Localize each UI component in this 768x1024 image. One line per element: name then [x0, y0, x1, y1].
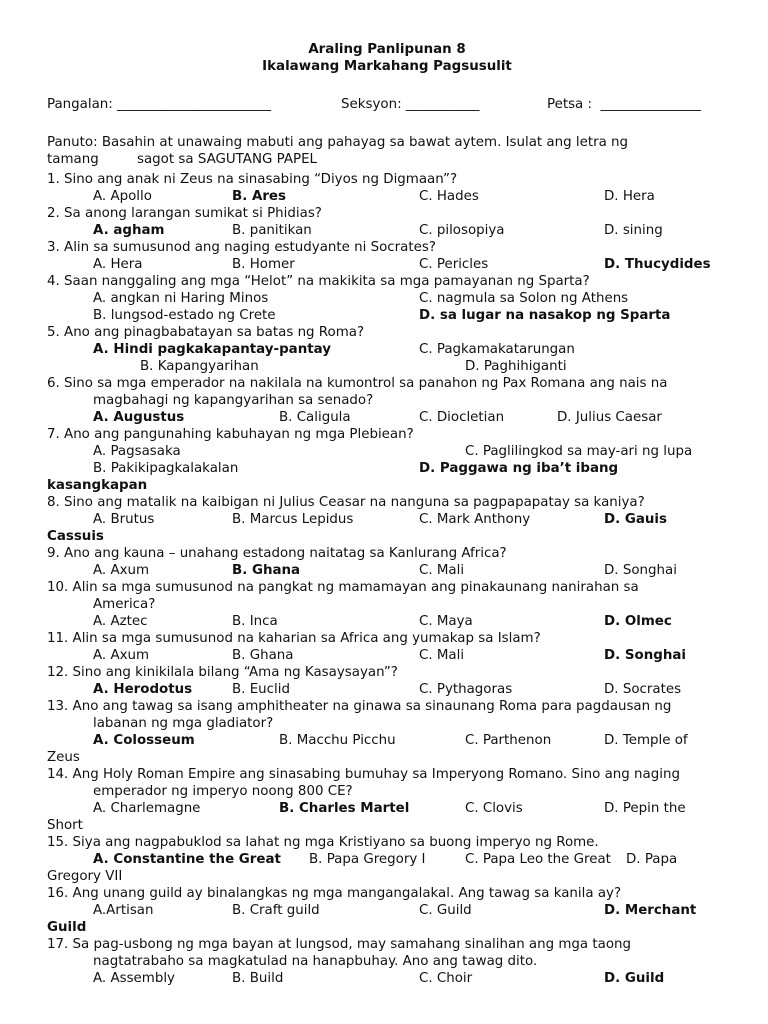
answer-option-a: A.Artisan: [93, 903, 154, 918]
answer-option-a: A. angkan ni Haring Minos: [93, 291, 269, 306]
options-row: [47, 222, 727, 239]
subject-title: Araling Panlipunan 8: [308, 42, 466, 57]
answer-option-d: D. Papa: [626, 852, 678, 867]
question-text: 11. Alin sa mga sumusunod na kaharian sa Africa ang yumakap sa Islam?: [47, 631, 541, 646]
question-item: [47, 664, 727, 698]
answer-option-a: A. Colosseum: [93, 733, 195, 748]
question-item: [47, 766, 727, 834]
question-item: [47, 171, 727, 205]
options-row: [47, 511, 727, 528]
answer-option-b: B. Build: [232, 971, 284, 986]
options-row: [47, 460, 727, 477]
question-text: 12. Sino ang kinikilala bilang “Ama ng Kasaysayan”?: [47, 665, 398, 680]
options-row: [47, 800, 727, 817]
answer-option-b: B. Ares: [232, 189, 286, 204]
answer-option-b: B. Pakikipagkalakalan: [93, 461, 239, 476]
answer-option-c: C. Mark Anthony: [419, 512, 531, 527]
options-row: [47, 409, 727, 426]
answer-option-c: C. Pericles: [419, 257, 489, 272]
answer-option-a: A. Brutus: [93, 512, 155, 527]
question-item: [47, 239, 727, 273]
question-item: [47, 273, 727, 324]
options-row: [47, 681, 727, 698]
answer-option-a: A. Constantine the Great: [93, 852, 281, 867]
answer-option-b: B. lungsod-estado ng Crete: [93, 308, 276, 323]
name-field: Pangalan: _______________________: [47, 97, 272, 112]
answer-option-a: A. Hera: [93, 257, 143, 272]
question-item: [47, 494, 727, 545]
answer-option-d: D. Hera: [604, 189, 655, 204]
option-continuation: Gregory VII: [47, 869, 123, 884]
question-item: [47, 426, 727, 494]
answer-option-d: D. Songhai: [604, 648, 686, 663]
question-text: 14. Ang Holy Roman Empire ang sinasabing bumuhay sa Imperyong Romano. Sino ang naging: [47, 767, 680, 782]
answer-option-b: B. Papa Gregory I: [309, 852, 426, 867]
answer-option-d: D. Merchant: [604, 903, 697, 918]
instructions-line: tamang sagot sa SAGUTANG PAPEL: [47, 152, 317, 167]
question-text: 6. Sino sa mga emperador na nakilala na kumontrol sa panahon ng Pax Romana ang nais na: [47, 376, 668, 391]
answer-option-a: A. Axum: [93, 648, 150, 663]
answer-option-c: C. Clovis: [465, 801, 523, 816]
question-text: 16. Ang unang guild ay binalangkas ng mga mangangalakal. Ang tawag sa kanila ay?: [47, 886, 622, 901]
question-text: magbahagi ng kapangyarihan sa senado?: [93, 393, 374, 408]
answer-option-c: C. Diocletian: [419, 410, 505, 425]
worksheet-page: [47, 41, 727, 987]
answer-option-c: C. pilosopiya: [419, 223, 505, 238]
answer-option-d: D. Socrates: [604, 682, 682, 697]
answer-option-c: C. Papa Leo the Great: [465, 852, 611, 867]
answer-option-c: C. Guild: [419, 903, 472, 918]
question-text: 17. Sa pag-usbong ng mga bayan at lungsod, may samahang sinalihan ang mga taong: [47, 937, 632, 952]
answer-option-d: D. Thucydides: [604, 257, 711, 272]
question-item: [47, 205, 727, 239]
answer-option-c: C. Choir: [419, 971, 473, 986]
answer-option-d: D. Gauis: [604, 512, 667, 527]
answer-option-d: D. Pepin the: [604, 801, 686, 816]
answer-option-b: B. Euclid: [232, 682, 290, 697]
answer-option-b: B. Homer: [232, 257, 295, 272]
question-item: [47, 375, 727, 426]
answer-option-d: D. Guild: [604, 971, 665, 986]
options-row: [47, 358, 727, 375]
answer-option-b: B. panitikan: [232, 223, 312, 238]
question-item: [47, 324, 727, 375]
question-text: 15. Siya ang nagpabuklod sa lahat ng mga Kristiyano sa buong imperyo ng Rome.: [47, 835, 599, 850]
question-item: [47, 834, 727, 885]
answer-option-d: D. Julius Caesar: [557, 410, 662, 425]
answer-option-c: C. Pagkamakatarungan: [419, 342, 575, 357]
question-item: [47, 885, 727, 936]
answer-option-a: A. Herodotus: [93, 682, 193, 697]
question-list: [47, 171, 727, 987]
answer-option-d: D. Songhai: [604, 563, 677, 578]
options-row: [47, 188, 727, 205]
answer-option-a: A. Pagsasaka: [93, 444, 181, 459]
instructions-line: Panuto: Basahin at unawaing mabuti ang pahayag sa bawat aytem. Isulat ang letra ng: [47, 135, 629, 150]
options-row: [47, 307, 727, 324]
answer-option-d: D. sa lugar na nasakop ng Sparta: [419, 308, 671, 323]
date-field: Petsa : _______________: [547, 97, 701, 112]
question-text: 3. Alin sa sumusunod ang naging estudyante ni Socrates?: [47, 240, 436, 255]
question-item: [47, 579, 727, 630]
answer-option-a: A. Apollo: [93, 189, 152, 204]
answer-option-a: A. Hindi pagkakapantay-pantay: [93, 342, 331, 357]
question-text: 2. Sa anong larangan sumikat si Phidias?: [47, 206, 322, 221]
options-row: [47, 613, 727, 630]
section-field: Seksyon: ___________: [341, 97, 480, 112]
answer-option-b: B. Macchu Picchu: [279, 733, 396, 748]
answer-option-c: C. Mali: [419, 563, 465, 578]
question-item: [47, 936, 727, 987]
option-continuation: Short: [47, 818, 83, 833]
worksheet-title: [47, 41, 727, 75]
answer-option-a: A. agham: [93, 223, 165, 238]
answer-option-d: D. Paghihiganti: [465, 359, 567, 374]
answer-option-c: C. Pythagoras: [419, 682, 513, 697]
question-text: nagtatrabaho sa magkatulad na hanapbuhay. Ano ang tawag dito.: [93, 954, 538, 969]
answer-option-b: B. Craft guild: [232, 903, 320, 918]
question-text: emperador ng imperyo noong 800 CE?: [93, 784, 353, 799]
answer-option-d: D. sining: [604, 223, 663, 238]
answer-option-b: B. Ghana: [232, 648, 294, 663]
question-text: 7. Ano ang pangunahing kabuhayan ng mga Plebiean?: [47, 427, 414, 442]
answer-option-c: C. nagmula sa Solon ng Athens: [419, 291, 629, 306]
options-row: [47, 290, 727, 307]
answer-option-c: C. Paglilingkod sa may-ari ng lupa: [465, 444, 693, 459]
answer-option-b: B. Charles Martel: [279, 801, 410, 816]
option-continuation: Zeus: [47, 750, 80, 765]
question-text: 5. Ano ang pinagbabatayan sa batas ng Roma?: [47, 325, 365, 340]
answer-option-a: A. Aztec: [93, 614, 148, 629]
option-continuation: kasangkapan: [47, 478, 148, 493]
options-row: [47, 647, 727, 664]
exam-title: Ikalawang Markahang Pagsusulit: [262, 59, 512, 74]
answer-option-b: B. Caligula: [279, 410, 351, 425]
answer-option-a: A. Axum: [93, 563, 150, 578]
answer-option-c: C. Maya: [419, 614, 473, 629]
answer-option-b: B. Kapangyarihan: [140, 359, 259, 374]
answer-option-a: A. Assembly: [93, 971, 175, 986]
answer-option-c: C. Parthenon: [465, 733, 552, 748]
answer-option-c: C. Mali: [419, 648, 465, 663]
question-text: 4. Saan nanggaling ang mga “Helot” na makikita sa mga pamayanan ng Sparta?: [47, 274, 590, 289]
option-continuation: Cassuis: [47, 529, 104, 544]
options-row: [47, 970, 727, 987]
question-item: [47, 545, 727, 579]
question-text: 8. Sino ang matalik na kaibigan ni Julius Ceasar na nanguna sa pagpapapatay sa kaniya?: [47, 495, 645, 510]
answer-option-d: D. Temple of: [604, 733, 688, 748]
answer-option-c: C. Hades: [419, 189, 479, 204]
question-text: 13. Ano ang tawag sa isang amphitheater na ginawa sa sinaunang Roma para pagdausan ng: [47, 699, 672, 714]
question-text: 1. Sino ang anak ni Zeus na sinasabing “Diyos ng Digmaan”?: [47, 172, 458, 187]
question-item: [47, 698, 727, 766]
answer-option-b: B. Marcus Lepidus: [232, 512, 354, 527]
options-row: [47, 341, 727, 358]
question-text: labanan ng mga gladiator?: [93, 716, 274, 731]
student-info-row: [47, 97, 727, 114]
options-row: [47, 732, 727, 749]
options-row: [47, 443, 727, 460]
answer-option-d: D. Olmec: [604, 614, 672, 629]
options-row: [47, 256, 727, 273]
answer-option-b: B. Ghana: [232, 563, 301, 578]
answer-option-b: B. Inca: [232, 614, 278, 629]
answer-option-a: A. Augustus: [93, 410, 185, 425]
answer-option-a: A. Charlemagne: [93, 801, 201, 816]
options-row: [47, 902, 727, 919]
question-text: 9. Ano ang kauna – unahang estadong naitatag sa Kanlurang Africa?: [47, 546, 507, 561]
options-row: [47, 851, 727, 868]
question-item: [47, 630, 727, 664]
question-text: 10. Alin sa mga sumusunod na pangkat ng mamamayan ang pinakaunang nanirahan sa: [47, 580, 639, 595]
instructions: [47, 134, 727, 168]
option-continuation: Guild: [47, 920, 87, 935]
answer-option-d: D. Paggawa ng iba’t ibang: [419, 461, 619, 476]
question-text: America?: [93, 597, 156, 612]
options-row: [47, 562, 727, 579]
